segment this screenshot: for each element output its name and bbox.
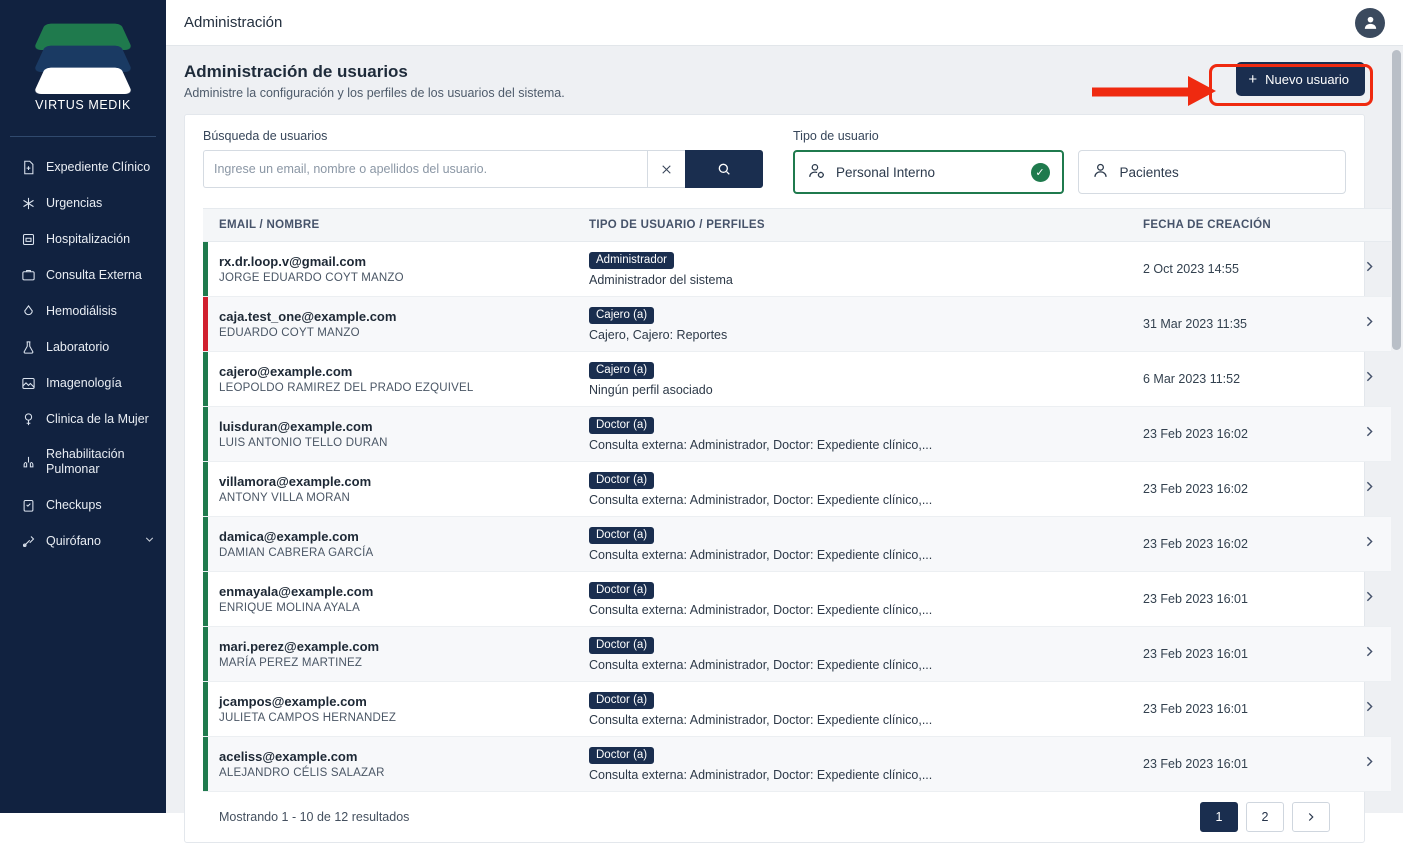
cell-date xyxy=(1127,572,1337,627)
user-name: EDUARDO COYT MANZO xyxy=(219,326,360,339)
sidebar-item-clinica-de-la-mujer[interactable] xyxy=(0,401,166,437)
page-button-2[interactable]: 2 xyxy=(1246,802,1284,832)
row-status-stripe xyxy=(203,242,208,296)
surgery-icon xyxy=(20,534,36,550)
sidebar-item-imagenologia[interactable] xyxy=(0,365,166,401)
search-label: Búsqueda de usuarios xyxy=(203,129,328,143)
content xyxy=(166,46,1403,843)
row-status-stripe xyxy=(203,627,208,681)
clipboard-check-icon xyxy=(20,497,36,513)
table-row[interactable] xyxy=(203,407,1391,462)
sidebar-item-label: Expediente Clínico xyxy=(46,159,151,174)
creation-date: 23 Feb 2023 16:01 xyxy=(1143,756,1248,771)
row-status-stripe xyxy=(203,407,208,461)
search-row xyxy=(203,150,763,188)
sidebar-item-label: Laboratorio xyxy=(46,339,110,354)
sidebar xyxy=(0,0,166,813)
flask-icon xyxy=(20,339,36,355)
pagination xyxy=(1200,802,1330,832)
creation-date: 23 Feb 2023 16:02 xyxy=(1143,536,1248,551)
user-profiles: Administrador del sistema xyxy=(589,273,733,287)
users-panel xyxy=(184,114,1365,843)
user-type-options xyxy=(793,150,1346,194)
brand-name: VIRTUS MEDIK xyxy=(35,98,131,112)
results-summary: Mostrando 1 - 10 de 12 resultados xyxy=(219,810,410,824)
chevron-right-icon xyxy=(1361,753,1378,770)
row-open-button[interactable] xyxy=(1337,572,1391,627)
table-row[interactable] xyxy=(203,242,1391,297)
new-user-button-label: Nuevo usuario xyxy=(1265,71,1349,87)
cell-date xyxy=(1127,517,1337,572)
table-row[interactable] xyxy=(203,682,1391,737)
row-open-button[interactable] xyxy=(1337,462,1391,517)
table-row[interactable] xyxy=(203,462,1391,517)
drop-icon xyxy=(20,303,36,319)
row-status-stripe xyxy=(203,462,208,516)
logo-icon xyxy=(35,14,131,92)
column-header-email: EMAIL / NOMBRE xyxy=(203,209,573,242)
user-type-badge: Doctor (a) xyxy=(589,527,654,544)
creation-date: 23 Feb 2023 16:02 xyxy=(1143,481,1248,496)
user-type-badge: Doctor (a) xyxy=(589,417,654,434)
creation-date: 23 Feb 2023 16:01 xyxy=(1143,646,1248,661)
cell-email xyxy=(203,682,573,737)
user-type-badge: Cajero (a) xyxy=(589,307,654,324)
bed-icon xyxy=(20,231,36,247)
user-name: JULIETA CAMPOS HERNANDEZ xyxy=(219,711,397,724)
user-name: ALEJANDRO CÉLIS SALAZAR xyxy=(219,766,385,779)
creation-date: 23 Feb 2023 16:01 xyxy=(1143,591,1248,606)
chevron-down-icon xyxy=(143,533,156,550)
table-row[interactable] xyxy=(203,627,1391,682)
cell-email xyxy=(203,517,573,572)
user-profiles: Consulta externa: Administrador, Doctor: Expediente clínico,... xyxy=(589,438,933,452)
sidebar-item-urgencias[interactable] xyxy=(0,185,166,221)
user-name: LEOPOLDO RAMIREZ DEL PRADO EZQUIVEL xyxy=(219,381,474,394)
topbar xyxy=(166,0,1403,46)
cell-date xyxy=(1127,352,1337,407)
page-subtitle: Administre la configuración y los perfiles de los usuarios del sistema. xyxy=(184,86,565,100)
sidebar-item-hemodialisis[interactable] xyxy=(0,293,166,329)
cell-type xyxy=(573,517,1127,572)
sidebar-item-consulta-externa[interactable] xyxy=(0,257,166,293)
users-table-body xyxy=(203,242,1391,792)
row-open-button[interactable] xyxy=(1337,297,1391,352)
sidebar-item-checkups[interactable] xyxy=(0,487,166,523)
user-profiles: Consulta externa: Administrador, Doctor: Expediente clínico,... xyxy=(589,603,933,617)
user-profiles: Consulta externa: Administrador, Doctor: Expediente clínico,... xyxy=(589,768,933,782)
user-profiles: Consulta externa: Administrador, Doctor: Expediente clínico,... xyxy=(589,658,933,672)
table-row[interactable] xyxy=(203,352,1391,407)
sidebar-item-label: Imagenología xyxy=(46,375,122,390)
user-email: enmayala@example.com xyxy=(219,583,374,599)
sidebar-item-quirofano[interactable] xyxy=(0,523,166,560)
user-gear-icon xyxy=(807,161,826,183)
row-status-stripe xyxy=(203,297,208,351)
sidebar-item-expediente-clinico[interactable] xyxy=(0,149,166,185)
sidebar-item-rehabilitacion-pulmonar[interactable] xyxy=(0,437,166,487)
column-header-date: FECHA DE CREACIÓN xyxy=(1127,209,1337,242)
row-status-stripe xyxy=(203,572,208,626)
row-open-button[interactable] xyxy=(1337,407,1391,462)
sidebar-item-label: Hemodiálisis xyxy=(46,303,117,318)
filters xyxy=(203,129,1346,194)
sidebar-item-label: Quirófano xyxy=(46,534,101,548)
female-icon xyxy=(20,411,36,427)
user-avatar-icon[interactable] xyxy=(1355,8,1385,38)
user-profiles: Consulta externa: Administrador, Doctor: Expediente clínico,... xyxy=(589,713,933,727)
sidebar-item-hospitalizacion[interactable] xyxy=(0,221,166,257)
user-profiles: Consulta externa: Administrador, Doctor: Expediente clínico,... xyxy=(589,548,933,562)
cell-email xyxy=(203,737,573,792)
row-open-button[interactable] xyxy=(1337,242,1391,297)
sidebar-item-label: Urgencias xyxy=(46,195,103,210)
creation-date: 23 Feb 2023 16:01 xyxy=(1143,701,1248,716)
sidebar-divider xyxy=(10,136,156,137)
cell-type xyxy=(573,627,1127,682)
creation-date: 23 Feb 2023 16:02 xyxy=(1143,426,1248,441)
user-type-badge: Cajero (a) xyxy=(589,362,654,379)
user-type-group xyxy=(793,129,1346,194)
user-type-option-personal-interno[interactable] xyxy=(793,150,1064,194)
user-name: DAMIAN CABRERA GARCÍA xyxy=(219,546,374,559)
user-email: rx.dr.loop.v@gmail.com xyxy=(219,253,367,269)
cell-email xyxy=(203,462,573,517)
sidebar-item-label: Consulta Externa xyxy=(46,267,142,282)
row-status-stripe xyxy=(203,737,208,791)
user-email: caja.test_one@example.com xyxy=(219,308,397,324)
cell-type xyxy=(573,407,1127,462)
cell-type xyxy=(573,242,1127,297)
cell-type xyxy=(573,737,1127,792)
cell-email xyxy=(203,572,573,627)
user-profiles: Consulta externa: Administrador, Doctor: Expediente clínico,... xyxy=(589,493,933,507)
row-open-button[interactable] xyxy=(1337,352,1391,407)
row-open-button[interactable] xyxy=(1337,737,1391,792)
page-breadcrumb: Administración xyxy=(184,14,283,31)
cell-date xyxy=(1127,682,1337,737)
table-row[interactable] xyxy=(203,572,1391,627)
cell-type xyxy=(573,682,1127,737)
cell-type xyxy=(573,462,1127,517)
chevron-right-icon xyxy=(1361,368,1378,385)
user-email: cajero@example.com xyxy=(219,363,353,379)
sidebar-item-label: Rehabilitación Pulmonar xyxy=(46,447,125,476)
user-type-option-label: Pacientes xyxy=(1119,164,1179,180)
image-icon xyxy=(20,375,36,391)
file-plus-icon xyxy=(20,159,36,175)
users-table xyxy=(203,208,1391,792)
table-row[interactable] xyxy=(203,297,1391,352)
chevron-right-icon xyxy=(1361,533,1378,550)
table-header-row xyxy=(203,209,1391,242)
user-name: MARÍA PEREZ MARTINEZ xyxy=(219,656,363,669)
user-email: villamora@example.com xyxy=(219,473,372,489)
user-icon xyxy=(1091,161,1110,183)
cell-type xyxy=(573,352,1127,407)
chevron-right-icon xyxy=(1361,643,1378,660)
creation-date: 6 Mar 2023 11:52 xyxy=(1143,371,1241,386)
creation-date: 31 Mar 2023 11:35 xyxy=(1143,316,1248,331)
brand-logo xyxy=(0,0,166,120)
page-button-1[interactable]: 1 xyxy=(1200,802,1238,832)
sidebar-item-label: Checkups xyxy=(46,497,102,512)
new-user-button[interactable] xyxy=(1236,62,1365,96)
cell-email xyxy=(203,352,573,407)
row-status-stripe xyxy=(203,517,208,571)
asterisk-icon xyxy=(20,195,36,211)
row-status-stripe xyxy=(203,682,208,736)
column-header-actions xyxy=(1337,209,1391,242)
page-title: Administración de usuarios xyxy=(184,62,408,81)
row-open-button[interactable] xyxy=(1337,627,1391,682)
cell-date xyxy=(1127,737,1337,792)
cell-email xyxy=(203,242,573,297)
vertical-scrollbar[interactable] xyxy=(1392,50,1401,350)
user-email: damica@example.com xyxy=(219,528,359,544)
user-type-badge: Doctor (a) xyxy=(589,692,654,709)
cell-date xyxy=(1127,242,1337,297)
sidebar-nav xyxy=(0,143,166,560)
cell-type xyxy=(573,297,1127,352)
next-page-button[interactable] xyxy=(1292,802,1330,832)
cell-date xyxy=(1127,297,1337,352)
page-header xyxy=(184,62,1365,100)
chevron-right-icon xyxy=(1361,698,1378,715)
sidebar-item-label: Hospitalización xyxy=(46,231,131,246)
user-profiles: Cajero, Cajero: Reportes xyxy=(589,328,728,342)
table-footer xyxy=(203,792,1346,842)
cell-date xyxy=(1127,407,1337,462)
clear-search-button[interactable] xyxy=(647,150,685,188)
chevron-right-icon xyxy=(1304,810,1318,824)
plus-icon: + xyxy=(1248,70,1258,88)
check-icon: ✓ xyxy=(1031,163,1050,182)
user-email: mari.perez@example.com xyxy=(219,638,380,654)
user-email: luisduran@example.com xyxy=(219,418,373,434)
user-type-badge: Doctor (a) xyxy=(589,582,654,599)
search-button[interactable] xyxy=(685,150,763,188)
user-email: aceliss@example.com xyxy=(219,748,358,764)
main-area xyxy=(166,0,1403,824)
row-open-button[interactable] xyxy=(1337,517,1391,572)
column-header-type: TIPO DE USUARIO / PERFILES xyxy=(573,209,1127,242)
user-name: ENRIQUE MOLINA AYALA xyxy=(219,601,360,614)
cell-email xyxy=(203,407,573,462)
search-input[interactable] xyxy=(203,150,647,188)
user-name: JORGE EDUARDO COYT MANZO xyxy=(219,271,404,284)
user-type-label: Tipo de usuario xyxy=(793,129,879,143)
cell-email xyxy=(203,297,573,352)
cell-date xyxy=(1127,627,1337,682)
table-row[interactable] xyxy=(203,737,1391,792)
chevron-right-icon xyxy=(1361,588,1378,605)
user-type-option-label: Personal Interno xyxy=(836,164,936,180)
search-field-group xyxy=(203,129,763,188)
user-type-badge: Doctor (a) xyxy=(589,747,654,764)
table-row[interactable] xyxy=(203,517,1391,572)
lungs-icon xyxy=(20,454,36,470)
user-type-option-pacientes[interactable] xyxy=(1078,150,1347,194)
user-type-badge: Administrador xyxy=(589,252,674,269)
chevron-right-icon xyxy=(1361,258,1378,275)
folder-icon xyxy=(20,267,36,283)
user-profiles: Ningún perfil asociado xyxy=(589,383,713,397)
user-type-badge: Doctor (a) xyxy=(589,637,654,654)
user-email: jcampos@example.com xyxy=(219,693,367,709)
cell-type xyxy=(573,572,1127,627)
sidebar-item-label: Clinica de la Mujer xyxy=(46,411,149,426)
user-name: ANTONY VILLA MORAN xyxy=(219,491,350,504)
cell-date xyxy=(1127,462,1337,517)
row-open-button[interactable] xyxy=(1337,682,1391,737)
sidebar-item-laboratorio[interactable] xyxy=(0,329,166,365)
user-type-badge: Doctor (a) xyxy=(589,472,654,489)
user-name: LUIS ANTONIO TELLO DURAN xyxy=(219,436,388,449)
row-status-stripe xyxy=(203,352,208,406)
chevron-right-icon xyxy=(1361,423,1378,440)
creation-date: 2 Oct 2023 14:55 xyxy=(1143,261,1239,276)
chevron-right-icon xyxy=(1361,478,1378,495)
chevron-right-icon xyxy=(1361,313,1378,330)
cell-email xyxy=(203,627,573,682)
